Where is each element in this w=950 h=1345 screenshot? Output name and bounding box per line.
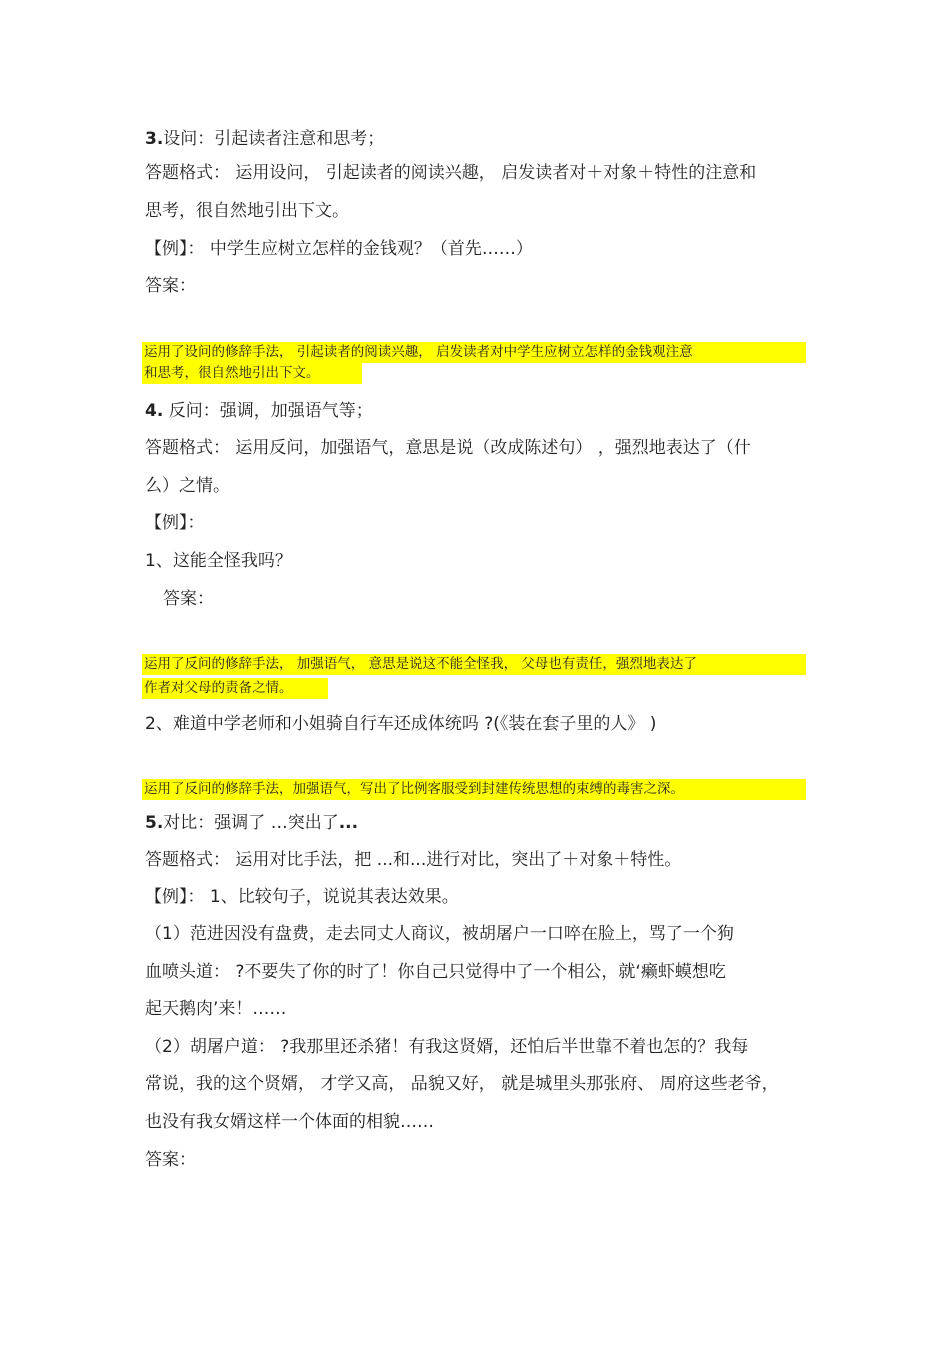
section-5-passage-2-line3: 也没有我女婿这样一个体面的相貌…… [145, 1112, 434, 1132]
section-4-number: 4. [145, 401, 164, 421]
section-4-example-label: 【例】： [145, 513, 205, 533]
section-4-example-2: 2、难道中学老师和小姐骑自行车还成体统吗 ?(《装在套子里的人》 ) [145, 714, 657, 734]
section-5-passage-1-line1: （1）范进因没有盘费，走去同丈人商议，被胡屠户一口啐在脸上，骂了一个狗 [145, 924, 734, 944]
section-4-example-1: 1、这能全怪我吗？ [145, 551, 292, 571]
section-4-example-1-answer-label: 答案： [163, 589, 214, 609]
section-3-format-line1: 答题格式： 运用设问， 引起读者的阅读兴趣， 启发读者对＋对象＋特性的注意和 [145, 163, 757, 183]
section-5-number: 5. [145, 813, 164, 833]
section-3-answer-label: 答案： [145, 276, 196, 296]
section-5-format-line: 答题格式： 运用对比手法，把 ...和...进行对比，突出了＋对象＋特性。 [145, 850, 682, 870]
section-3-number: 3. [145, 129, 164, 149]
section-5-title-tail: ... [338, 813, 359, 833]
section-5-answer-label: 答案： [145, 1150, 196, 1170]
section-4-format-line1: 答题格式： 运用反问，加强语气，意思是说（改成陈述句） ，强烈地表达了（什 [145, 438, 751, 458]
section-4-heading [145, 400, 373, 422]
section-5-title: 对比：强调了 …突出了 [163, 813, 339, 833]
section-3-answer-highlight-line2: 和思考，很自然地引出下文。 [142, 363, 362, 384]
section-3-heading [145, 128, 384, 150]
section-3-title: 设问：引起读者注意和思考； [163, 129, 385, 149]
section-4-example-1-answer-highlight-line1: 运用了反问的修辞手法， 加强语气， 意思是说这不能全怪我， 父母也有责任，强烈地表达了 [142, 654, 806, 675]
section-5-passage-1-line2: 血喷头道： ?不要失了你的时了！你自己只觉得中了一个相公，就‘癞虾蟆想吃 [145, 962, 726, 982]
section-5-example: 【例】： 1、比较句子，说说其表达效果。 [145, 887, 459, 907]
section-3-answer-highlight-line1: 运用了设问的修辞手法， 引起读者的阅读兴趣， 启发读者对中学生应树立怎样的金钱观注意 [142, 342, 806, 363]
section-3-example: 【例】： 中学生应树立怎样的金钱观？（首先……） [145, 239, 533, 259]
section-4-example-1-answer-highlight-line2: 作者对父母的责备之情。 [142, 678, 328, 699]
section-4-example-2-answer-highlight: 运用了反问的修辞手法，加强语气，写出了比例客服受到封建传统思想的束缚的毒害之深。 [142, 779, 806, 800]
section-5-heading [145, 812, 358, 834]
section-4-format-line2: 么）之情。 [145, 476, 230, 496]
section-5-passage-1-line3: 起天鹅肉’来！…… [145, 999, 287, 1019]
section-5-passage-2-line2: 常说，我的这个贤婿， 才学又高， 品貌又好， 就是城里头那张府、 周府这些老爷， [145, 1074, 779, 1094]
section-4-title: 反问：强调，加强语气等； [163, 401, 373, 421]
section-5-passage-2-line1: （2）胡屠户道： ?我那里还杀猪！有我这贤婿，还怕后半世靠不着也怎的？我每 [145, 1037, 749, 1057]
section-3-format-line2: 思考，很自然地引出下文。 [145, 201, 349, 221]
